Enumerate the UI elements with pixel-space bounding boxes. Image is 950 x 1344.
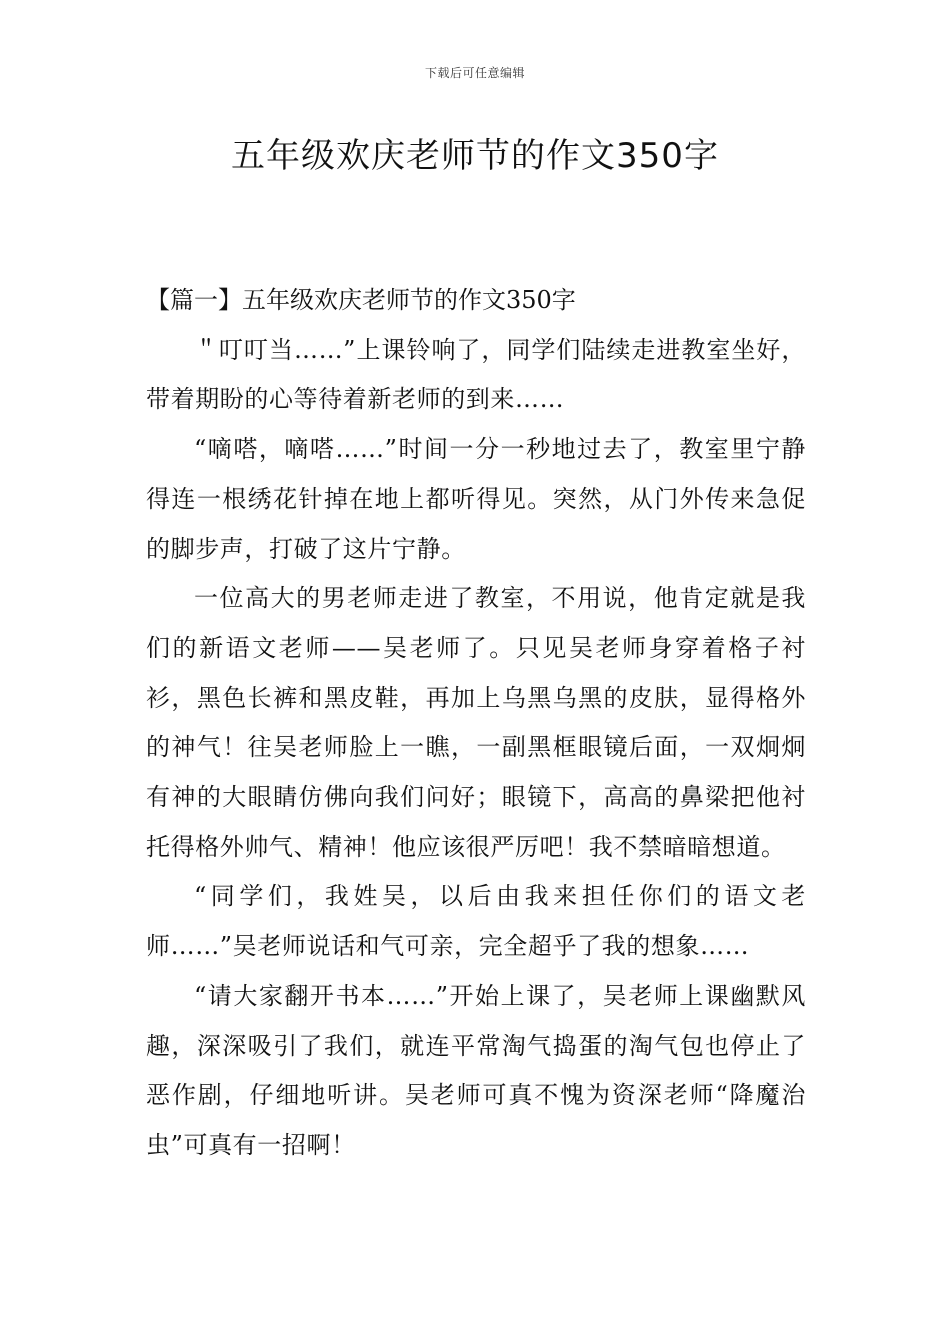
document-title: 五年级欢庆老师节的作文350字 — [231, 136, 719, 176]
paragraph-2: “嘀嗒，嘀嗒……”时间一分一秒地过去了，教室里宁静得连一根绣花针掉在地上都听得见。突然，从门外传来急促的脚步声，打破了这片宁静。 — [146, 435, 806, 563]
paragraph-3: 一位高大的男老师走进了教室，不用说，他肯定就是我们的新语文老师——吴老师了。只见吴老师身穿着格子衬衫，黑色长裤和黑皮鞋，再加上乌黑乌黑的皮肤，显得格外的神气！往吴老师脸上一瞧，一副黑框眼镜后面，一双炯炯有神的大眼睛仿佛向我们问好；眼镜下，高高的鼻梁把他衬托得格外帅气、精神！他应该很严厉吧！我不禁暗暗想道。 — [146, 584, 806, 861]
document-body — [146, 276, 806, 1171]
section-heading: 【篇一】五年级欢庆老师节的作文350字 — [146, 286, 576, 314]
paragraph-4: “同学们，我姓吴，以后由我来担任你们的语文老师……”吴老师说话和气可亲，完全超乎了我的想象…… — [146, 882, 806, 961]
header-note: 下载后可任意编辑 — [424, 66, 525, 80]
paragraph-1: ＂叮叮当……”上课铃响了，同学们陆续走进教室坐好，带着期盼的心等待着新老师的到来…… — [146, 335, 806, 414]
paragraph-5: “请大家翻开书本……”开始上课了，吴老师上课幽默风趣，深深吸引了我们，就连平常淘气捣蛋的淘气包也停止了恶作剧，仔细地听讲。吴老师可真不愧为资深老师“降魔治虫”可真有一招啊！ — [146, 981, 806, 1159]
